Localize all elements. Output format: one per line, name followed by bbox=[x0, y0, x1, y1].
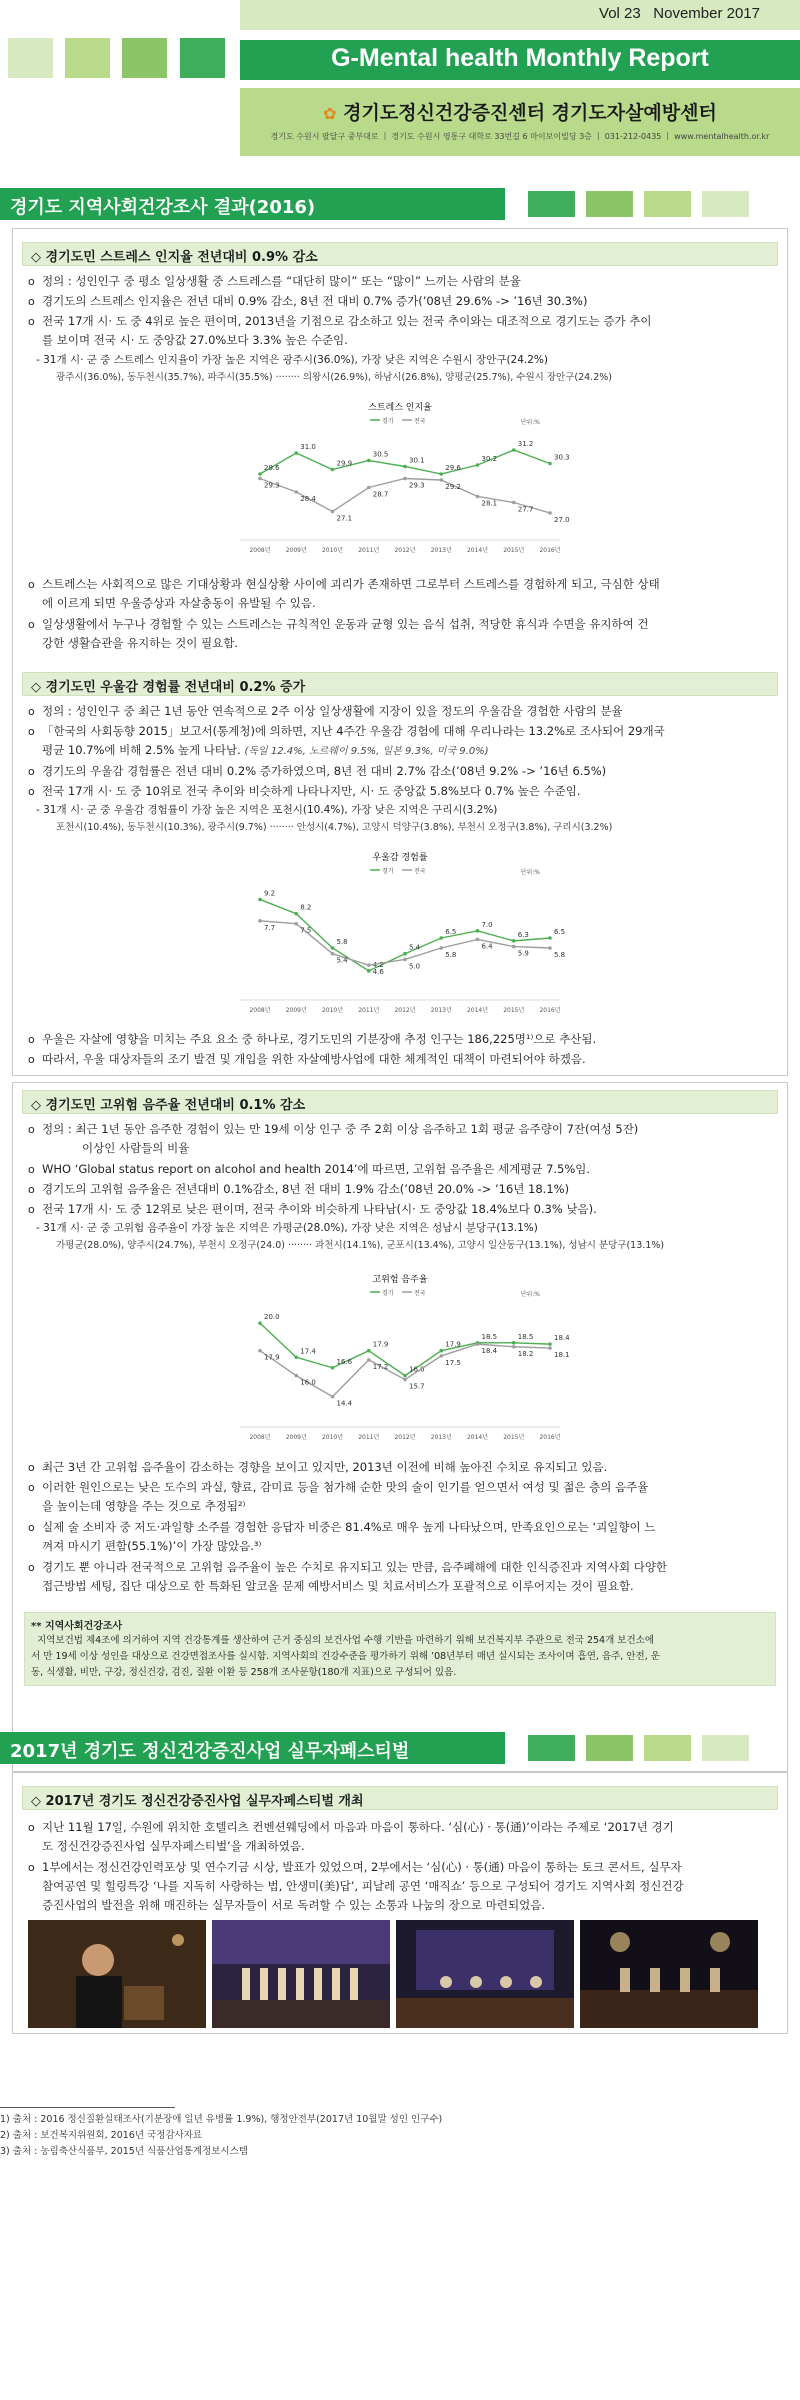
data-label: 9.2 bbox=[264, 889, 276, 898]
data-point bbox=[403, 465, 407, 469]
data-point bbox=[294, 451, 298, 455]
festival-photo-speaker bbox=[28, 1920, 206, 2028]
data-label: 29.6 bbox=[445, 464, 461, 472]
data-label: 31.0 bbox=[300, 443, 316, 451]
survey-note bbox=[24, 1612, 776, 1686]
data-point bbox=[331, 510, 335, 514]
x-tick-label: 2011년 bbox=[358, 1434, 380, 1441]
decor-square bbox=[586, 1735, 633, 1761]
data-point bbox=[294, 912, 298, 916]
note-heading: ** 지역사회건강조사 bbox=[31, 1621, 123, 1632]
decor-square bbox=[644, 1735, 691, 1761]
data-label: 17.5 bbox=[445, 1358, 461, 1367]
speaker-photo-icon bbox=[28, 1920, 206, 2028]
x-tick-label: 2010년 bbox=[321, 1434, 344, 1441]
x-tick-label: 2015년 bbox=[503, 1007, 525, 1014]
x-tick-label: 2008년 bbox=[249, 1434, 271, 1441]
festival-photo-stage bbox=[396, 1920, 574, 2028]
data-point bbox=[476, 463, 480, 467]
data-label: 6.5 bbox=[445, 928, 457, 936]
x-tick-label: 2014년 bbox=[466, 1434, 489, 1441]
data-label: 30.3 bbox=[554, 453, 570, 462]
legend-label: 전국 bbox=[414, 1290, 426, 1297]
data-point bbox=[331, 468, 335, 472]
data-label: 5.0 bbox=[409, 962, 421, 971]
depression-regions: - 31개 시· 군 중 우울감 경험률이 가장 높은 지역은 포천시(10.4%), 가장 낮은 지역은 구리시(3.2%) bbox=[36, 804, 498, 816]
data-label: 18.5 bbox=[481, 1332, 498, 1341]
x-tick-label: 2010년 bbox=[321, 1007, 344, 1014]
data-point bbox=[512, 939, 516, 943]
data-point bbox=[548, 936, 552, 940]
data-label: 5.8 bbox=[554, 951, 566, 959]
x-tick-label: 2014년 bbox=[466, 547, 489, 554]
drinking-analysis-3: o 실제 술 소비자 중 저도·과일향 소주를 경험한 응답자 비중은 81.4%로 매우 높게 나타났으며, 만족요인으로는 ‘괴일향이 느 껴져 마시기 편함(55.1%)’이 가장 많았음.³⁾ bbox=[28, 1518, 772, 1556]
data-label: 6.3 bbox=[517, 930, 529, 939]
data-label: 5.4 bbox=[409, 943, 421, 952]
data-label: 7.0 bbox=[481, 920, 493, 929]
section-header-festival bbox=[0, 1732, 800, 1764]
decor-square bbox=[528, 191, 575, 217]
data-label: 28.7 bbox=[372, 490, 389, 499]
data-point bbox=[367, 969, 371, 973]
data-point bbox=[439, 946, 443, 950]
data-point bbox=[512, 448, 516, 452]
data-label: 14.4 bbox=[336, 1399, 353, 1408]
data-point bbox=[548, 1342, 552, 1346]
issue-info bbox=[599, 5, 760, 22]
section-title: 2017년 경기도 정신건강증진사업 실무자페스티벌 bbox=[10, 1741, 410, 1762]
stress-change: o 경기도의 스트레스 인지율은 전년 대비 0.9% 감소, 8년 전 대비 0.7% 증가(’08년 29.6% -> ’16년 30.3%) bbox=[28, 292, 772, 311]
depression-rank: o 전국 17개 시· 도 중 10위로 전국 추이와 비슷하게 나타나지만, 시· 도 중앙값 5.8%보다 0.7% 높은 수준임. bbox=[28, 782, 772, 801]
logo-icon: ✿ bbox=[323, 104, 337, 123]
drinking-rank: o 전국 17개 시· 도 중 12위로 낮은 편이며, 전국 추이와 비슷하게 나타남(시· 도 중앙값 18.4%보다 0.3% 낮음). bbox=[28, 1200, 772, 1219]
depression-analysis-2: o 따라서, 우울 대상자들의 조기 발견 및 개입을 위한 자살예방사업에 대한 체계적인 대책이 마련되어야 하겠음. bbox=[28, 1050, 772, 1069]
drinking-heading: ◇ 경기도민 고위험 음주율 전년대비 0.1% 감소 bbox=[22, 1090, 778, 1114]
data-label: 17.4 bbox=[300, 1347, 316, 1356]
x-tick-label: 2013년 bbox=[430, 1434, 452, 1441]
chart-title: 스트레스 인지율 bbox=[368, 403, 432, 413]
x-tick-label: 2013년 bbox=[430, 1007, 452, 1014]
data-point bbox=[367, 459, 371, 463]
center-address: 경기도 수원시 팔달구 중부대로 ㅣ 경기도 수원시 영통구 대학로 33번길 6 마이보이빌딩 3층 ㅣ 031-212-0435 ㅣ www.mentalhealth.or.kr bbox=[270, 132, 770, 141]
x-tick-label: 2016년 bbox=[539, 1434, 561, 1441]
x-tick-label: 2016년 bbox=[539, 1007, 561, 1014]
decor-square bbox=[528, 1735, 575, 1761]
data-point bbox=[258, 472, 262, 476]
depression-change: o 경기도의 우울감 경험률은 전년 대비 0.2% 증가하였으며, 8년 전 대비 2.7% 감소(’08년 9.2% -> ’16년 6.5%) bbox=[28, 762, 772, 781]
data-label: 29.9 bbox=[336, 459, 353, 468]
depression-analysis-1: o 우울은 자살에 영향을 미치는 주요 요소 중 하나로, 경기도민의 기분장애 추정 인구는 186,225명¹⁾으로 추산됨. bbox=[28, 1030, 772, 1049]
data-label: 27.1 bbox=[336, 514, 353, 523]
center-name: ✿ 경기도정신건강증진센터 경기도자살예방센터 bbox=[323, 102, 717, 124]
data-point bbox=[439, 478, 443, 482]
data-label: 17.9 bbox=[372, 1340, 389, 1349]
x-tick-label: 2008년 bbox=[249, 1007, 271, 1014]
series-line-경기 bbox=[260, 450, 550, 474]
issue-date: November 2017 bbox=[653, 5, 760, 22]
depression-chart bbox=[230, 848, 570, 1018]
data-point bbox=[439, 1354, 443, 1358]
data-point bbox=[331, 946, 335, 950]
data-label: 18.4 bbox=[554, 1334, 570, 1343]
decor-square bbox=[644, 191, 691, 217]
x-tick-label: 2013년 bbox=[430, 547, 452, 554]
stress-rank: o 전국 17개 시· 도 중 4위로 높은 편이며, 2013년을 기점으로 감소하고 있는 전국 추이와는 대조적으로 경기도는 증가 추이 를 보이며 전국 시· 도 중앙값 27.0%보다 3.3% 높은 수준임. bbox=[28, 312, 772, 350]
drinking-chart bbox=[230, 1270, 570, 1445]
data-point bbox=[367, 963, 371, 967]
data-point bbox=[476, 929, 480, 933]
festival-heading: ◇ 2017년 경기도 정신건강증진사업 실무자페스티벌 개최 bbox=[22, 1786, 778, 1810]
data-label: 28.4 bbox=[300, 495, 316, 503]
data-point bbox=[476, 495, 480, 499]
legend-label: 경기 bbox=[382, 1290, 394, 1297]
data-point bbox=[294, 922, 298, 926]
data-point bbox=[548, 462, 552, 466]
x-tick-label: 2012년 bbox=[394, 1007, 416, 1014]
stress-definition: o 정의 : 성인인구 중 평소 일상생활 중 스트레스를 “대단히 많이” 또는 “많이” 느끼는 사람의 분율 bbox=[28, 272, 772, 291]
data-label: 4.2 bbox=[372, 960, 384, 969]
x-tick-label: 2012년 bbox=[394, 547, 416, 554]
data-point bbox=[476, 1342, 480, 1346]
section-title: 경기도 지역사회건강조사 결과(2016) bbox=[10, 197, 316, 218]
data-label: 5.9 bbox=[517, 949, 529, 958]
data-point bbox=[294, 1374, 298, 1378]
report-title: G-Mental health Monthly Report bbox=[331, 44, 709, 72]
depression-trend-report: o 「한국의 사회동향 2015」보고서(통계청)에 의하면, 지난 4주간 우울감 경험에 대해 우리나라는 13.2%로 조사되어 29개국 평균 10.7%에 비해 2.5% 높게 나타남. (독일 12.4%, 노르웨이 9.5%, 일본 9.3%, 미국 9.0%) bbox=[28, 722, 772, 761]
data-label: 27.0 bbox=[554, 516, 570, 524]
x-tick-label: 2009년 bbox=[285, 547, 307, 554]
x-tick-label: 2014년 bbox=[466, 1007, 489, 1014]
data-point bbox=[512, 501, 516, 505]
decor-square bbox=[180, 38, 225, 78]
data-label: 16.0 bbox=[300, 1378, 316, 1387]
chart-unit: 단위:% bbox=[520, 1291, 540, 1298]
data-label: 18.1 bbox=[554, 1351, 570, 1360]
data-point bbox=[512, 1345, 516, 1349]
data-label: 29.2 bbox=[445, 483, 461, 491]
awards-photo-icon bbox=[212, 1920, 390, 2028]
data-point bbox=[258, 898, 262, 902]
x-tick-label: 2011년 bbox=[358, 1007, 380, 1014]
chart-title: 우울감 경험률 bbox=[372, 853, 428, 863]
data-point bbox=[331, 952, 335, 956]
x-tick-label: 2016년 bbox=[539, 547, 561, 554]
data-point bbox=[331, 1366, 335, 1370]
data-label: 16.0 bbox=[409, 1365, 425, 1374]
section-bar bbox=[0, 188, 505, 220]
decor-square bbox=[8, 38, 53, 78]
decor-square bbox=[702, 191, 749, 217]
drinking-change: o 경기도의 고위험 음주율은 전년대비 0.1%감소, 8년 전 대비 1.9% 감소(’08년 20.0% -> ’16년 18.1%) bbox=[28, 1180, 772, 1199]
performance-photo-icon bbox=[580, 1920, 758, 2028]
data-label: 17.2 bbox=[372, 1362, 389, 1371]
depression-heading: ◇ 경기도민 우울감 경험률 전년대비 0.2% 증가 bbox=[22, 672, 778, 696]
data-label: 15.7 bbox=[409, 1382, 425, 1391]
stress-chart bbox=[230, 398, 570, 558]
drinking-who: o WHO ‘Global status report on alcohol and health 2014’에 따르면, 고위험 음주율은 세계평균 7.5%임. bbox=[28, 1160, 772, 1179]
footnote-1: 1) 출처 : 2016 정신질환실태조사(기분장애 일년 유병률 1.9%), 행정안전부(2017년 10월말 성인 인구수) bbox=[0, 2114, 443, 2125]
drinking-analysis-1: o 최근 3년 간 고위험 음주율이 감소하는 경향을 보이고 있지만, 2013년 이전에 비해 높아진 수치로 유지되고 있음. bbox=[28, 1458, 772, 1477]
data-label: 30.2 bbox=[481, 455, 498, 463]
data-point bbox=[512, 945, 516, 949]
footnote-divider bbox=[0, 2107, 175, 2108]
data-point bbox=[512, 1341, 516, 1345]
x-tick-label: 2012년 bbox=[394, 1434, 416, 1441]
data-label: 6.4 bbox=[481, 942, 493, 951]
data-point bbox=[258, 1349, 262, 1353]
data-point bbox=[258, 1321, 262, 1325]
data-point bbox=[548, 1346, 552, 1350]
data-label: 4.6 bbox=[372, 968, 384, 977]
data-label: 8.2 bbox=[300, 903, 312, 912]
data-label: 30.1 bbox=[409, 456, 425, 465]
stress-analysis-2: o 일상생활에서 누구나 경험할 수 있는 스트레스는 규칙적인 운동과 균형 있는 음식 섭취, 적당한 휴식과 수면을 유지하여 건 강한 생활습관을 유지하는 것이 필요함. bbox=[28, 615, 772, 653]
data-point bbox=[258, 477, 262, 481]
section-bar bbox=[0, 1732, 505, 1764]
x-tick-label: 2011년 bbox=[358, 547, 380, 554]
data-label: 5.8 bbox=[445, 951, 457, 959]
data-point bbox=[439, 936, 443, 940]
data-point bbox=[548, 946, 552, 950]
data-point bbox=[403, 958, 407, 962]
decor-square bbox=[586, 191, 633, 217]
data-point bbox=[331, 1395, 335, 1399]
decor-square bbox=[65, 38, 110, 78]
data-label: 27.7 bbox=[517, 505, 534, 514]
festival-intro: o 지난 11월 17일, 수원에 위치한 호텔리츠 컨벤션웨딩에서 마음과 마음이 통하다. ‘심(心) · 통(通)’이라는 주제로 ‘2017년 경기 도 정신건강증진사업 실무자페스티벌’을 개최하였음. bbox=[28, 1818, 772, 1856]
decor-square bbox=[122, 38, 167, 78]
data-label: 29.3 bbox=[264, 481, 280, 490]
data-point bbox=[403, 1374, 407, 1378]
data-label: 17.9 bbox=[445, 1340, 461, 1349]
drinking-region-list: 가평군(28.0%), 양주시(24.7%), 부천시 오정구(24.0) ········ 과천시(14.1%), 군포시(13.4%), 고양시 일산동구(13.1%), 성남시 분당구(13.1%) bbox=[56, 1240, 665, 1251]
drinking-regions: - 31개 시· 군 중 고위험 음주율이 가장 높은 지역은 가평군(28.0%), 가장 낮은 지역은 성남시 분당구(13.1%) bbox=[36, 1222, 538, 1234]
festival-program: o 1부에서는 정신건강인력포상 및 연수기금 시상, 발표가 있었으며, 2부에서는 ‘심(心) · 통(通) 마음이 통하는 토크 콘서트, 실무자 참여공연 및 힐링특강 ‘나를 지독히 사랑하는 법, 안생미(美)답’, 피날레 공연 ‘매직쇼’ 등으로 구성되어 경기도 지역사회 정신건강 증진사업의 발전을 위해 매진하는 실무자들이 서로 독려할 수 있는 소통과 나눔의 장으로 마련되었음. bbox=[28, 1858, 772, 1915]
title-bar bbox=[240, 40, 800, 80]
chart-unit: 단위:% bbox=[520, 869, 540, 876]
data-point bbox=[367, 1349, 371, 1353]
data-label: 7.7 bbox=[264, 923, 276, 932]
data-label: 30.5 bbox=[372, 450, 389, 459]
legend-label: 전국 bbox=[414, 418, 426, 425]
stress-regions: - 31개 시· 군 중 스트레스 인지율이 가장 높은 지역은 광주시(36.0%), 가장 낮은 지역은 수원시 장안구(24.2%) bbox=[36, 354, 548, 366]
festival-photo-performance bbox=[580, 1920, 758, 2028]
data-label: 18.2 bbox=[517, 1349, 534, 1358]
note-text: 지역보건법 제4조에 의거하여 지역 건강통계를 생산하여 근거 중심의 보건사업 수행 기반을 마련하기 위해 보건복지부 주관으로 전국 254개 보건소에 서 만 19세 이상 성인을 대상으로 건강면접조사를 실시함. 지역사회의 건강수준을 평가하기 위해 ’08년부터 매년 실시되는 조사이며 흡연, 음주, 안전, 운 동, 식생활, 비만, 구강, 정신건강, 검진, 질환 이환 등 258개 조사문항(180개 지표)으로 구성되어 있음. bbox=[31, 1635, 660, 1678]
stress-analysis-1: o 스트레스는 사회적으로 많은 기대상황과 현실상황 사이에 괴리가 존재하면 그로부터 스트레스를 경험하게 되고, 극심한 상태 에 이르게 되면 우울증상과 자살충동이 유발될 수 있음. bbox=[28, 575, 772, 613]
data-point bbox=[367, 486, 371, 490]
chart-unit: 단위:% bbox=[520, 419, 540, 426]
data-label: 17.9 bbox=[264, 1353, 280, 1362]
issue-bar bbox=[240, 0, 800, 30]
data-point bbox=[403, 1378, 407, 1382]
x-tick-label: 2010년 bbox=[321, 547, 344, 554]
data-label: 31.2 bbox=[517, 440, 534, 448]
data-point bbox=[294, 1355, 298, 1359]
data-point bbox=[439, 472, 443, 476]
drinking-definition: o 정의 : 최근 1년 동안 음주한 경험이 있는 만 19세 이상 인구 중 주 2회 이상 음주하고 1회 평균 음주량이 7잔(여성 5잔) 이상인 사람들의 비율 bbox=[28, 1120, 772, 1158]
drinking-analysis-2: o 이러한 원인으로는 낮은 도수의 과실, 향료, 감미료 등을 첨가해 순한 맛의 술이 인기를 얻으면서 여성 및 젊은 층의 음주율 을 높이는데 영향을 주는 것으로 추정됨²⁾ bbox=[28, 1478, 772, 1516]
data-label: 18.4 bbox=[481, 1347, 498, 1356]
chart-title: 고위험 음주율 bbox=[372, 1275, 428, 1285]
data-point bbox=[367, 1358, 371, 1362]
festival-photo-awards bbox=[212, 1920, 390, 2028]
legend-label: 경기 bbox=[382, 418, 394, 425]
x-tick-label: 2015년 bbox=[503, 1434, 525, 1441]
data-point bbox=[439, 1349, 443, 1353]
stress-region-list: 광주시(36.0%), 동두천시(35.7%), 파주시(35.5%) ········ 의왕시(26.9%), 하남시(26.8%), 양평군(25.7%), 수원시 장안구(24.2%) bbox=[56, 372, 612, 383]
data-label: 7.5 bbox=[300, 926, 312, 935]
data-point bbox=[258, 919, 262, 923]
data-label: 20.0 bbox=[264, 1313, 280, 1322]
stage-photo-icon bbox=[396, 1920, 574, 2028]
legend-label: 전국 bbox=[414, 868, 426, 875]
data-point bbox=[476, 938, 480, 942]
stress-heading: ◇ 경기도민 스트레스 인지율 전년대비 0.9% 감소 bbox=[22, 242, 778, 266]
data-point bbox=[403, 952, 407, 956]
newsletter-header bbox=[0, 0, 800, 158]
data-label: 5.8 bbox=[336, 938, 348, 946]
depression-region-list: 포천시(10.4%), 동두천시(10.3%), 광주시(9.7%) ········ 안성시(4.7%), 고양시 덕양구(3.8%), 부천시 오정구(3.8%), 구리시(3.2%) bbox=[56, 822, 613, 833]
decor-square bbox=[702, 1735, 749, 1761]
x-tick-label: 2015년 bbox=[503, 547, 525, 554]
data-label: 18.5 bbox=[517, 1332, 534, 1341]
depression-definition: o 정의 : 성인인구 중 최근 1년 동안 연속적으로 2주 이상 일상생활에 지장이 있을 정도의 우울감을 경험한 사람의 분율 bbox=[28, 702, 772, 721]
legend-label: 경기 bbox=[382, 868, 394, 875]
data-point bbox=[403, 477, 407, 481]
data-label: 6.5 bbox=[554, 928, 566, 936]
data-point bbox=[294, 490, 298, 494]
data-point bbox=[548, 511, 552, 515]
data-label: 28.1 bbox=[481, 499, 498, 508]
x-tick-label: 2009년 bbox=[285, 1434, 307, 1441]
footnote-3: 3) 출처 : 농림축산식품부, 2015년 식품산업통계정보시스템 bbox=[0, 2146, 248, 2157]
data-label: 5.4 bbox=[336, 956, 348, 965]
drinking-analysis-4: o 경기도 뿐 아니라 전국적으로 고위험 음주율이 높은 수치로 유지되고 있는 만큼, 음주폐해에 대한 인식증진과 지역사회 다양한 접근방법 세팅, 집단 대상으로 한 특화된 알코올 문제 예방서비스 및 치료서비스가 포괄적으로 이루어지는 것이 필요함. bbox=[28, 1558, 772, 1596]
center-info bbox=[240, 88, 800, 156]
data-label: 16.6 bbox=[336, 1357, 353, 1366]
x-tick-label: 2008년 bbox=[249, 547, 271, 554]
footnote-2: 2) 출처 : 보건복지위원회, 2016년 국정감사자료 bbox=[0, 2130, 203, 2141]
volume-label: Vol 23 bbox=[599, 5, 641, 22]
section-header-survey bbox=[0, 188, 800, 220]
data-label: 29.6 bbox=[264, 464, 280, 472]
data-label: 29.3 bbox=[409, 481, 425, 490]
x-tick-label: 2009년 bbox=[285, 1007, 307, 1014]
